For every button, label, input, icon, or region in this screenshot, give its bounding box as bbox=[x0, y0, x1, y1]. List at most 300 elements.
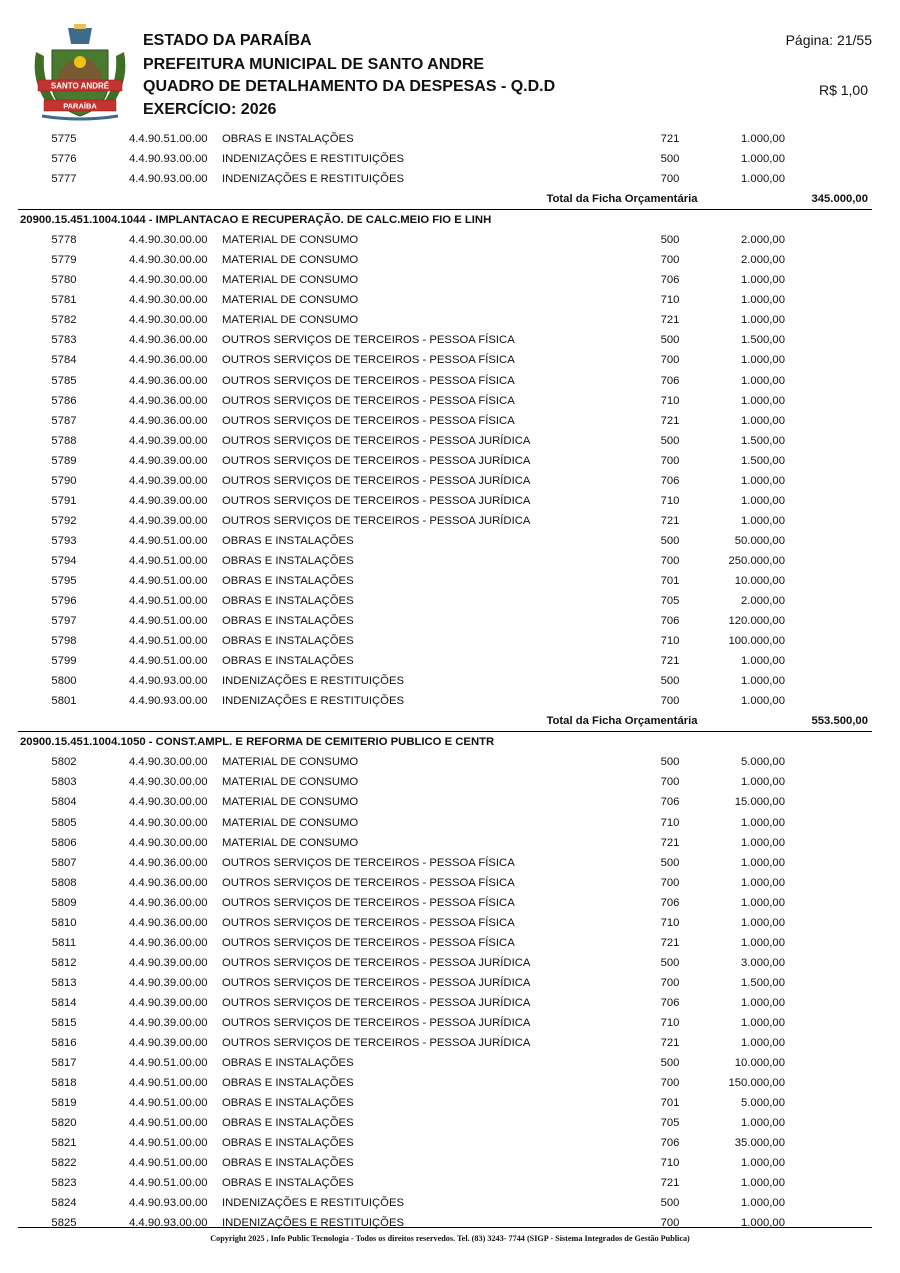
action-section-header bbox=[0, 210, 900, 230]
row-resource-source: 500 bbox=[660, 234, 680, 247]
table-row bbox=[0, 651, 900, 671]
row-value: 100.000,00 bbox=[728, 635, 785, 648]
row-description: OUTROS SERVIÇOS DE TERCEIROS - PESSOA JURÍDICA bbox=[222, 956, 531, 969]
row-expense-code: 4.4.90.51.00.00 bbox=[129, 1157, 208, 1170]
row-description: INDENIZAÇÕES E RESTITUIÇÕES bbox=[222, 1217, 405, 1230]
row-resource-source: 710 bbox=[660, 1016, 680, 1029]
table-row bbox=[0, 250, 900, 270]
row-sequence-number: 5791 bbox=[51, 494, 77, 507]
row-sequence-number: 5784 bbox=[51, 354, 77, 367]
currency-unit: R$ 1,00 bbox=[818, 82, 868, 98]
row-resource-source: 721 bbox=[660, 133, 680, 145]
table-row bbox=[0, 411, 900, 431]
row-sequence-number: 5781 bbox=[51, 294, 77, 307]
row-value: 1.000,00 bbox=[741, 274, 785, 287]
row-sequence-number: 5802 bbox=[51, 756, 77, 769]
row-value: 1.000,00 bbox=[741, 836, 785, 849]
row-sequence-number: 5789 bbox=[51, 454, 77, 467]
row-resource-source: 700 bbox=[660, 976, 680, 989]
row-description: OBRAS E INSTALAÇÕES bbox=[222, 1137, 354, 1150]
table-row bbox=[0, 310, 900, 330]
row-sequence-number: 5790 bbox=[51, 474, 77, 487]
row-resource-source: 710 bbox=[660, 816, 680, 829]
row-description: OBRAS E INSTALAÇÕES bbox=[222, 534, 354, 547]
row-description: MATERIAL DE CONSUMO bbox=[222, 274, 359, 287]
row-description: OUTROS SERVIÇOS DE TERCEIROS - PESSOA JURÍDICA bbox=[222, 996, 531, 1009]
row-resource-source: 701 bbox=[660, 1097, 680, 1110]
exercise-year: EXERCÍCIO: 2026 bbox=[143, 101, 277, 118]
row-resource-source: 700 bbox=[660, 695, 680, 708]
table-row bbox=[0, 169, 900, 189]
row-value: 250.000,00 bbox=[728, 554, 785, 567]
row-expense-code: 4.4.90.93.00.00 bbox=[129, 675, 208, 688]
table-row bbox=[0, 270, 900, 290]
row-expense-code: 4.4.90.93.00.00 bbox=[129, 153, 208, 166]
row-description: OUTROS SERVIÇOS DE TERCEIROS - PESSOA JURÍDICA bbox=[222, 454, 531, 467]
total-value: 345.000,00 bbox=[811, 193, 868, 206]
row-resource-source: 500 bbox=[660, 956, 680, 969]
row-value: 1.000,00 bbox=[741, 1037, 785, 1050]
row-expense-code: 4.4.90.51.00.00 bbox=[129, 574, 208, 587]
row-sequence-number: 5822 bbox=[51, 1157, 77, 1170]
row-expense-code: 4.4.90.36.00.00 bbox=[129, 354, 208, 367]
row-sequence-number: 5787 bbox=[51, 414, 77, 427]
row-expense-code: 4.4.90.30.00.00 bbox=[129, 274, 208, 287]
row-description: OBRAS E INSTALAÇÕES bbox=[222, 635, 354, 648]
row-expense-code: 4.4.90.36.00.00 bbox=[129, 334, 208, 347]
row-expense-code: 4.4.90.51.00.00 bbox=[129, 1097, 208, 1110]
row-expense-code: 4.4.90.30.00.00 bbox=[129, 314, 208, 327]
row-expense-code: 4.4.90.30.00.00 bbox=[129, 816, 208, 829]
row-resource-source: 706 bbox=[660, 896, 680, 909]
row-sequence-number: 5775 bbox=[51, 133, 77, 145]
logo-text-bottom: PARAÍBA bbox=[63, 101, 97, 111]
row-value: 10.000,00 bbox=[734, 574, 785, 587]
row-resource-source: 721 bbox=[660, 414, 680, 427]
table-row bbox=[0, 792, 900, 812]
row-sequence-number: 5823 bbox=[51, 1177, 77, 1190]
row-expense-code: 4.4.90.51.00.00 bbox=[129, 1137, 208, 1150]
row-resource-source: 706 bbox=[660, 374, 680, 387]
table-row bbox=[0, 873, 900, 893]
row-description: MATERIAL DE CONSUMO bbox=[222, 836, 359, 849]
row-resource-source: 500 bbox=[660, 534, 680, 547]
row-sequence-number: 5776 bbox=[51, 153, 77, 166]
row-sequence-number: 5780 bbox=[51, 274, 77, 287]
table-row bbox=[0, 1153, 900, 1173]
table-row bbox=[0, 1193, 900, 1213]
row-expense-code: 4.4.90.39.00.00 bbox=[129, 494, 208, 507]
row-expense-code: 4.4.90.51.00.00 bbox=[129, 1117, 208, 1130]
row-sequence-number: 5779 bbox=[51, 254, 77, 267]
row-description: OBRAS E INSTALAÇÕES bbox=[222, 554, 354, 567]
row-expense-code: 4.4.90.51.00.00 bbox=[129, 1177, 208, 1190]
table-row bbox=[0, 511, 900, 531]
municipal-coat-of-arms-icon bbox=[28, 22, 132, 122]
row-resource-source: 500 bbox=[660, 153, 680, 166]
row-resource-source: 710 bbox=[660, 635, 680, 648]
table-row bbox=[0, 1013, 900, 1033]
row-sequence-number: 5818 bbox=[51, 1077, 77, 1090]
report-header bbox=[0, 0, 900, 125]
row-expense-code: 4.4.90.30.00.00 bbox=[129, 776, 208, 789]
row-description: MATERIAL DE CONSUMO bbox=[222, 234, 359, 247]
row-sequence-number: 5825 bbox=[51, 1217, 77, 1230]
table-row bbox=[0, 491, 900, 511]
row-value: 1.000,00 bbox=[741, 1197, 785, 1210]
row-sequence-number: 5797 bbox=[51, 615, 77, 628]
row-value: 1.000,00 bbox=[741, 1016, 785, 1029]
page-number: Página: 21/55 bbox=[785, 32, 872, 48]
table-row bbox=[0, 933, 900, 953]
row-expense-code: 4.4.90.39.00.00 bbox=[129, 1037, 208, 1050]
row-value: 1.000,00 bbox=[741, 1217, 785, 1230]
row-value: 2.000,00 bbox=[741, 234, 785, 247]
row-value: 1.500,00 bbox=[741, 454, 785, 467]
row-expense-code: 4.4.90.39.00.00 bbox=[129, 514, 208, 527]
row-description: MATERIAL DE CONSUMO bbox=[222, 796, 359, 809]
total-label: Total da Ficha Orçamentária bbox=[546, 715, 698, 728]
row-resource-source: 700 bbox=[660, 554, 680, 567]
row-description: OBRAS E INSTALAÇÕES bbox=[222, 1097, 354, 1110]
table-row bbox=[0, 1133, 900, 1153]
table-row bbox=[0, 571, 900, 591]
row-description: OBRAS E INSTALAÇÕES bbox=[222, 595, 354, 608]
table-row bbox=[0, 833, 900, 853]
row-value: 1.000,00 bbox=[741, 655, 785, 668]
row-description: MATERIAL DE CONSUMO bbox=[222, 816, 359, 829]
table-row bbox=[0, 290, 900, 310]
table-row bbox=[0, 853, 900, 873]
row-resource-source: 706 bbox=[660, 474, 680, 487]
table-row bbox=[0, 230, 900, 250]
row-description: OUTROS SERVIÇOS DE TERCEIROS - PESSOA JURÍDICA bbox=[222, 434, 531, 447]
row-description: OUTROS SERVIÇOS DE TERCEIROS - PESSOA FÍSICA bbox=[222, 354, 515, 367]
row-sequence-number: 5806 bbox=[51, 836, 77, 849]
budget-total-row bbox=[0, 189, 900, 210]
row-description: OBRAS E INSTALAÇÕES bbox=[222, 1057, 354, 1070]
row-description: OUTROS SERVIÇOS DE TERCEIROS - PESSOA FÍSICA bbox=[222, 876, 515, 889]
row-resource-source: 710 bbox=[660, 294, 680, 307]
row-resource-source: 721 bbox=[660, 936, 680, 949]
row-sequence-number: 5792 bbox=[51, 514, 77, 527]
row-value: 1.000,00 bbox=[741, 1157, 785, 1170]
footer-divider bbox=[18, 1227, 872, 1228]
row-sequence-number: 5801 bbox=[51, 695, 77, 708]
row-sequence-number: 5810 bbox=[51, 916, 77, 929]
row-description: OBRAS E INSTALAÇÕES bbox=[222, 1117, 354, 1130]
row-description: OUTROS SERVIÇOS DE TERCEIROS - PESSOA FÍSICA bbox=[222, 394, 515, 407]
row-expense-code: 4.4.90.36.00.00 bbox=[129, 916, 208, 929]
table-row bbox=[0, 813, 900, 833]
row-sequence-number: 5794 bbox=[51, 554, 77, 567]
row-expense-code: 4.4.90.30.00.00 bbox=[129, 254, 208, 267]
row-value: 5.000,00 bbox=[741, 756, 785, 769]
row-resource-source: 710 bbox=[660, 394, 680, 407]
table-row bbox=[0, 129, 900, 149]
row-description: OBRAS E INSTALAÇÕES bbox=[222, 615, 354, 628]
table-row bbox=[0, 350, 900, 370]
table-row bbox=[0, 752, 900, 772]
row-description: OUTROS SERVIÇOS DE TERCEIROS - PESSOA FÍSICA bbox=[222, 334, 515, 347]
row-expense-code: 4.4.90.36.00.00 bbox=[129, 896, 208, 909]
row-sequence-number: 5812 bbox=[51, 956, 77, 969]
table-row bbox=[0, 611, 900, 631]
row-sequence-number: 5820 bbox=[51, 1117, 77, 1130]
row-sequence-number: 5777 bbox=[51, 173, 77, 186]
row-sequence-number: 5807 bbox=[51, 856, 77, 869]
row-resource-source: 721 bbox=[660, 836, 680, 849]
row-sequence-number: 5809 bbox=[51, 896, 77, 909]
expense-table bbox=[0, 129, 900, 1233]
row-expense-code: 4.4.90.30.00.00 bbox=[129, 234, 208, 247]
table-row bbox=[0, 551, 900, 571]
row-resource-source: 701 bbox=[660, 574, 680, 587]
section-title: 20900.15.451.1004.1050 - CONST.AMPL. E REFORMA DE CEMITERIO PUBLICO E CENTR bbox=[20, 736, 495, 749]
row-value: 1.000,00 bbox=[741, 896, 785, 909]
row-expense-code: 4.4.90.39.00.00 bbox=[129, 1016, 208, 1029]
row-resource-source: 706 bbox=[660, 1137, 680, 1150]
row-expense-code: 4.4.90.51.00.00 bbox=[129, 1077, 208, 1090]
table-row bbox=[0, 893, 900, 913]
row-sequence-number: 5795 bbox=[51, 574, 77, 587]
row-value: 1.000,00 bbox=[741, 1117, 785, 1130]
row-resource-source: 700 bbox=[660, 776, 680, 789]
table-row bbox=[0, 471, 900, 491]
row-resource-source: 700 bbox=[660, 454, 680, 467]
row-sequence-number: 5798 bbox=[51, 635, 77, 648]
row-resource-source: 700 bbox=[660, 354, 680, 367]
row-value: 1.000,00 bbox=[741, 916, 785, 929]
table-row bbox=[0, 772, 900, 792]
row-expense-code: 4.4.90.39.00.00 bbox=[129, 474, 208, 487]
section-title: 20900.15.451.1004.1044 - IMPLANTACAO E RECUPERAÇÃO. DE CALC.MEIO FIO E LINH bbox=[20, 214, 492, 227]
row-expense-code: 4.4.90.51.00.00 bbox=[129, 595, 208, 608]
row-description: INDENIZAÇÕES E RESTITUIÇÕES bbox=[222, 1197, 405, 1210]
row-description: MATERIAL DE CONSUMO bbox=[222, 776, 359, 789]
row-sequence-number: 5793 bbox=[51, 534, 77, 547]
row-sequence-number: 5786 bbox=[51, 394, 77, 407]
report-title: QUADRO DE DETALHAMENTO DA DESPESAS - Q.D.D bbox=[143, 78, 556, 95]
row-value: 1.000,00 bbox=[741, 514, 785, 527]
row-sequence-number: 5796 bbox=[51, 595, 77, 608]
row-description: OUTROS SERVIÇOS DE TERCEIROS - PESSOA JURÍDICA bbox=[222, 1016, 531, 1029]
row-sequence-number: 5811 bbox=[51, 936, 77, 949]
table-row bbox=[0, 149, 900, 169]
row-description: INDENIZAÇÕES E RESTITUIÇÕES bbox=[222, 675, 405, 688]
row-value: 3.000,00 bbox=[741, 956, 785, 969]
row-sequence-number: 5816 bbox=[51, 1037, 77, 1050]
row-resource-source: 700 bbox=[660, 876, 680, 889]
table-row bbox=[0, 1053, 900, 1073]
row-value: 1.500,00 bbox=[741, 334, 785, 347]
row-expense-code: 4.4.90.36.00.00 bbox=[129, 374, 208, 387]
row-value: 1.000,00 bbox=[741, 1177, 785, 1190]
row-description: OBRAS E INSTALAÇÕES bbox=[222, 574, 354, 587]
row-sequence-number: 5782 bbox=[51, 314, 77, 327]
row-value: 35.000,00 bbox=[734, 1137, 785, 1150]
row-description: OUTROS SERVIÇOS DE TERCEIROS - PESSOA JURÍDICA bbox=[222, 494, 531, 507]
row-sequence-number: 5799 bbox=[51, 655, 77, 668]
row-resource-source: 500 bbox=[660, 334, 680, 347]
row-value: 1.000,00 bbox=[741, 776, 785, 789]
row-sequence-number: 5785 bbox=[51, 374, 77, 387]
table-row bbox=[0, 371, 900, 391]
row-value: 2.000,00 bbox=[741, 254, 785, 267]
row-description: MATERIAL DE CONSUMO bbox=[222, 314, 359, 327]
municipality-title: PREFEITURA MUNICIPAL DE SANTO ANDRE bbox=[143, 56, 485, 73]
row-description: OUTROS SERVIÇOS DE TERCEIROS - PESSOA JURÍDICA bbox=[222, 474, 531, 487]
row-sequence-number: 5808 bbox=[51, 876, 77, 889]
row-expense-code: 4.4.90.30.00.00 bbox=[129, 294, 208, 307]
row-description: OUTROS SERVIÇOS DE TERCEIROS - PESSOA FÍSICA bbox=[222, 936, 515, 949]
row-sequence-number: 5783 bbox=[51, 334, 77, 347]
row-resource-source: 721 bbox=[660, 1177, 680, 1190]
row-value: 1.000,00 bbox=[741, 314, 785, 327]
row-resource-source: 710 bbox=[660, 494, 680, 507]
row-expense-code: 4.4.90.30.00.00 bbox=[129, 796, 208, 809]
row-resource-source: 706 bbox=[660, 796, 680, 809]
row-sequence-number: 5817 bbox=[51, 1057, 77, 1070]
row-description: OBRAS E INSTALAÇÕES bbox=[222, 1077, 354, 1090]
row-description: OBRAS E INSTALAÇÕES bbox=[222, 655, 354, 668]
row-expense-code: 4.4.90.36.00.00 bbox=[129, 856, 208, 869]
row-description: OBRAS E INSTALAÇÕES bbox=[222, 1177, 354, 1190]
row-description: OUTROS SERVIÇOS DE TERCEIROS - PESSOA FÍSICA bbox=[222, 374, 515, 387]
table-row bbox=[0, 1213, 900, 1233]
row-expense-code: 4.4.90.30.00.00 bbox=[129, 756, 208, 769]
row-resource-source: 710 bbox=[660, 916, 680, 929]
table-row bbox=[0, 391, 900, 411]
row-sequence-number: 5800 bbox=[51, 675, 77, 688]
row-expense-code: 4.4.90.93.00.00 bbox=[129, 1197, 208, 1210]
row-sequence-number: 5813 bbox=[51, 976, 77, 989]
table-row bbox=[0, 691, 900, 711]
row-description: MATERIAL DE CONSUMO bbox=[222, 756, 359, 769]
row-resource-source: 500 bbox=[660, 675, 680, 688]
table-row bbox=[0, 671, 900, 691]
row-expense-code: 4.4.90.93.00.00 bbox=[129, 695, 208, 708]
row-sequence-number: 5805 bbox=[51, 816, 77, 829]
row-value: 1.500,00 bbox=[741, 434, 785, 447]
table-row bbox=[0, 1073, 900, 1093]
row-value: 50.000,00 bbox=[734, 534, 785, 547]
row-sequence-number: 5824 bbox=[51, 1197, 77, 1210]
row-resource-source: 700 bbox=[660, 1077, 680, 1090]
row-resource-source: 705 bbox=[660, 595, 680, 608]
row-value: 1.000,00 bbox=[741, 173, 785, 186]
row-value: 1.000,00 bbox=[741, 936, 785, 949]
row-description: OUTROS SERVIÇOS DE TERCEIROS - PESSOA JURÍDICA bbox=[222, 1037, 531, 1050]
footer-copyright: Copyright 2025 , Info Public Tecnologia - Todos os direitos reservedos. Tel. (83) 3243- 7744 (SIGP - Sistema Integrados de Gestão Publica) bbox=[210, 1234, 690, 1243]
table-row bbox=[0, 451, 900, 471]
row-value: 1.000,00 bbox=[741, 675, 785, 688]
row-sequence-number: 5815 bbox=[51, 1016, 77, 1029]
row-value: 1.000,00 bbox=[741, 856, 785, 869]
row-resource-source: 721 bbox=[660, 314, 680, 327]
row-value: 1.000,00 bbox=[741, 133, 785, 145]
row-value: 1.000,00 bbox=[741, 394, 785, 407]
table-row bbox=[0, 1093, 900, 1113]
row-resource-source: 705 bbox=[660, 1117, 680, 1130]
row-expense-code: 4.4.90.39.00.00 bbox=[129, 976, 208, 989]
table-row bbox=[0, 431, 900, 451]
table-row bbox=[0, 993, 900, 1013]
row-resource-source: 700 bbox=[660, 254, 680, 267]
row-expense-code: 4.4.90.39.00.00 bbox=[129, 454, 208, 467]
row-description: INDENIZAÇÕES E RESTITUIÇÕES bbox=[222, 695, 405, 708]
row-expense-code: 4.4.90.51.00.00 bbox=[129, 1057, 208, 1070]
row-sequence-number: 5819 bbox=[51, 1097, 77, 1110]
total-value: 553.500,00 bbox=[811, 715, 868, 728]
row-resource-source: 500 bbox=[660, 434, 680, 447]
row-expense-code: 4.4.90.36.00.00 bbox=[129, 394, 208, 407]
row-resource-source: 500 bbox=[660, 1197, 680, 1210]
row-value: 1.000,00 bbox=[741, 996, 785, 1009]
row-value: 1.000,00 bbox=[741, 354, 785, 367]
row-value: 1.000,00 bbox=[741, 876, 785, 889]
row-description: OBRAS E INSTALAÇÕES bbox=[222, 133, 354, 145]
table-row bbox=[0, 1033, 900, 1053]
row-expense-code: 4.4.90.51.00.00 bbox=[129, 133, 208, 145]
total-label: Total da Ficha Orçamentária bbox=[546, 193, 698, 206]
row-value: 1.000,00 bbox=[741, 816, 785, 829]
row-value: 1.500,00 bbox=[741, 976, 785, 989]
row-expense-code: 4.4.90.36.00.00 bbox=[129, 414, 208, 427]
row-value: 10.000,00 bbox=[734, 1057, 785, 1070]
row-resource-source: 706 bbox=[660, 615, 680, 628]
row-value: 1.000,00 bbox=[741, 374, 785, 387]
row-sequence-number: 5788 bbox=[51, 434, 77, 447]
row-resource-source: 721 bbox=[660, 1037, 680, 1050]
row-value: 1.000,00 bbox=[741, 474, 785, 487]
table-row bbox=[0, 913, 900, 933]
table-row bbox=[0, 330, 900, 350]
row-value: 1.000,00 bbox=[741, 695, 785, 708]
row-expense-code: 4.4.90.39.00.00 bbox=[129, 996, 208, 1009]
row-description: OUTROS SERVIÇOS DE TERCEIROS - PESSOA FÍSICA bbox=[222, 856, 515, 869]
row-value: 5.000,00 bbox=[741, 1097, 785, 1110]
row-expense-code: 4.4.90.36.00.00 bbox=[129, 876, 208, 889]
row-value: 150.000,00 bbox=[728, 1077, 785, 1090]
row-description: OUTROS SERVIÇOS DE TERCEIROS - PESSOA FÍSICA bbox=[222, 414, 515, 427]
row-value: 120.000,00 bbox=[728, 615, 785, 628]
row-description: INDENIZAÇÕES E RESTITUIÇÕES bbox=[222, 173, 405, 186]
row-resource-source: 706 bbox=[660, 996, 680, 1009]
table-row bbox=[0, 953, 900, 973]
row-expense-code: 4.4.90.51.00.00 bbox=[129, 534, 208, 547]
row-description: MATERIAL DE CONSUMO bbox=[222, 294, 359, 307]
row-description: OBRAS E INSTALAÇÕES bbox=[222, 1157, 354, 1170]
row-sequence-number: 5814 bbox=[51, 996, 77, 1009]
row-value: 1.000,00 bbox=[741, 414, 785, 427]
row-value: 1.000,00 bbox=[741, 294, 785, 307]
row-value: 1.000,00 bbox=[741, 494, 785, 507]
row-expense-code: 4.4.90.51.00.00 bbox=[129, 635, 208, 648]
row-description: OUTROS SERVIÇOS DE TERCEIROS - PESSOA FÍSICA bbox=[222, 896, 515, 909]
row-sequence-number: 5821 bbox=[51, 1137, 77, 1150]
row-value: 15.000,00 bbox=[734, 796, 785, 809]
row-expense-code: 4.4.90.51.00.00 bbox=[129, 655, 208, 668]
action-section-header bbox=[0, 732, 900, 752]
logo-text-top: SANTO ANDRÉ bbox=[50, 81, 110, 91]
row-value: 2.000,00 bbox=[741, 595, 785, 608]
row-resource-source: 500 bbox=[660, 1057, 680, 1070]
row-expense-code: 4.4.90.51.00.00 bbox=[129, 615, 208, 628]
row-expense-code: 4.4.90.93.00.00 bbox=[129, 1217, 208, 1230]
table-row bbox=[0, 631, 900, 651]
row-description: MATERIAL DE CONSUMO bbox=[222, 254, 359, 267]
